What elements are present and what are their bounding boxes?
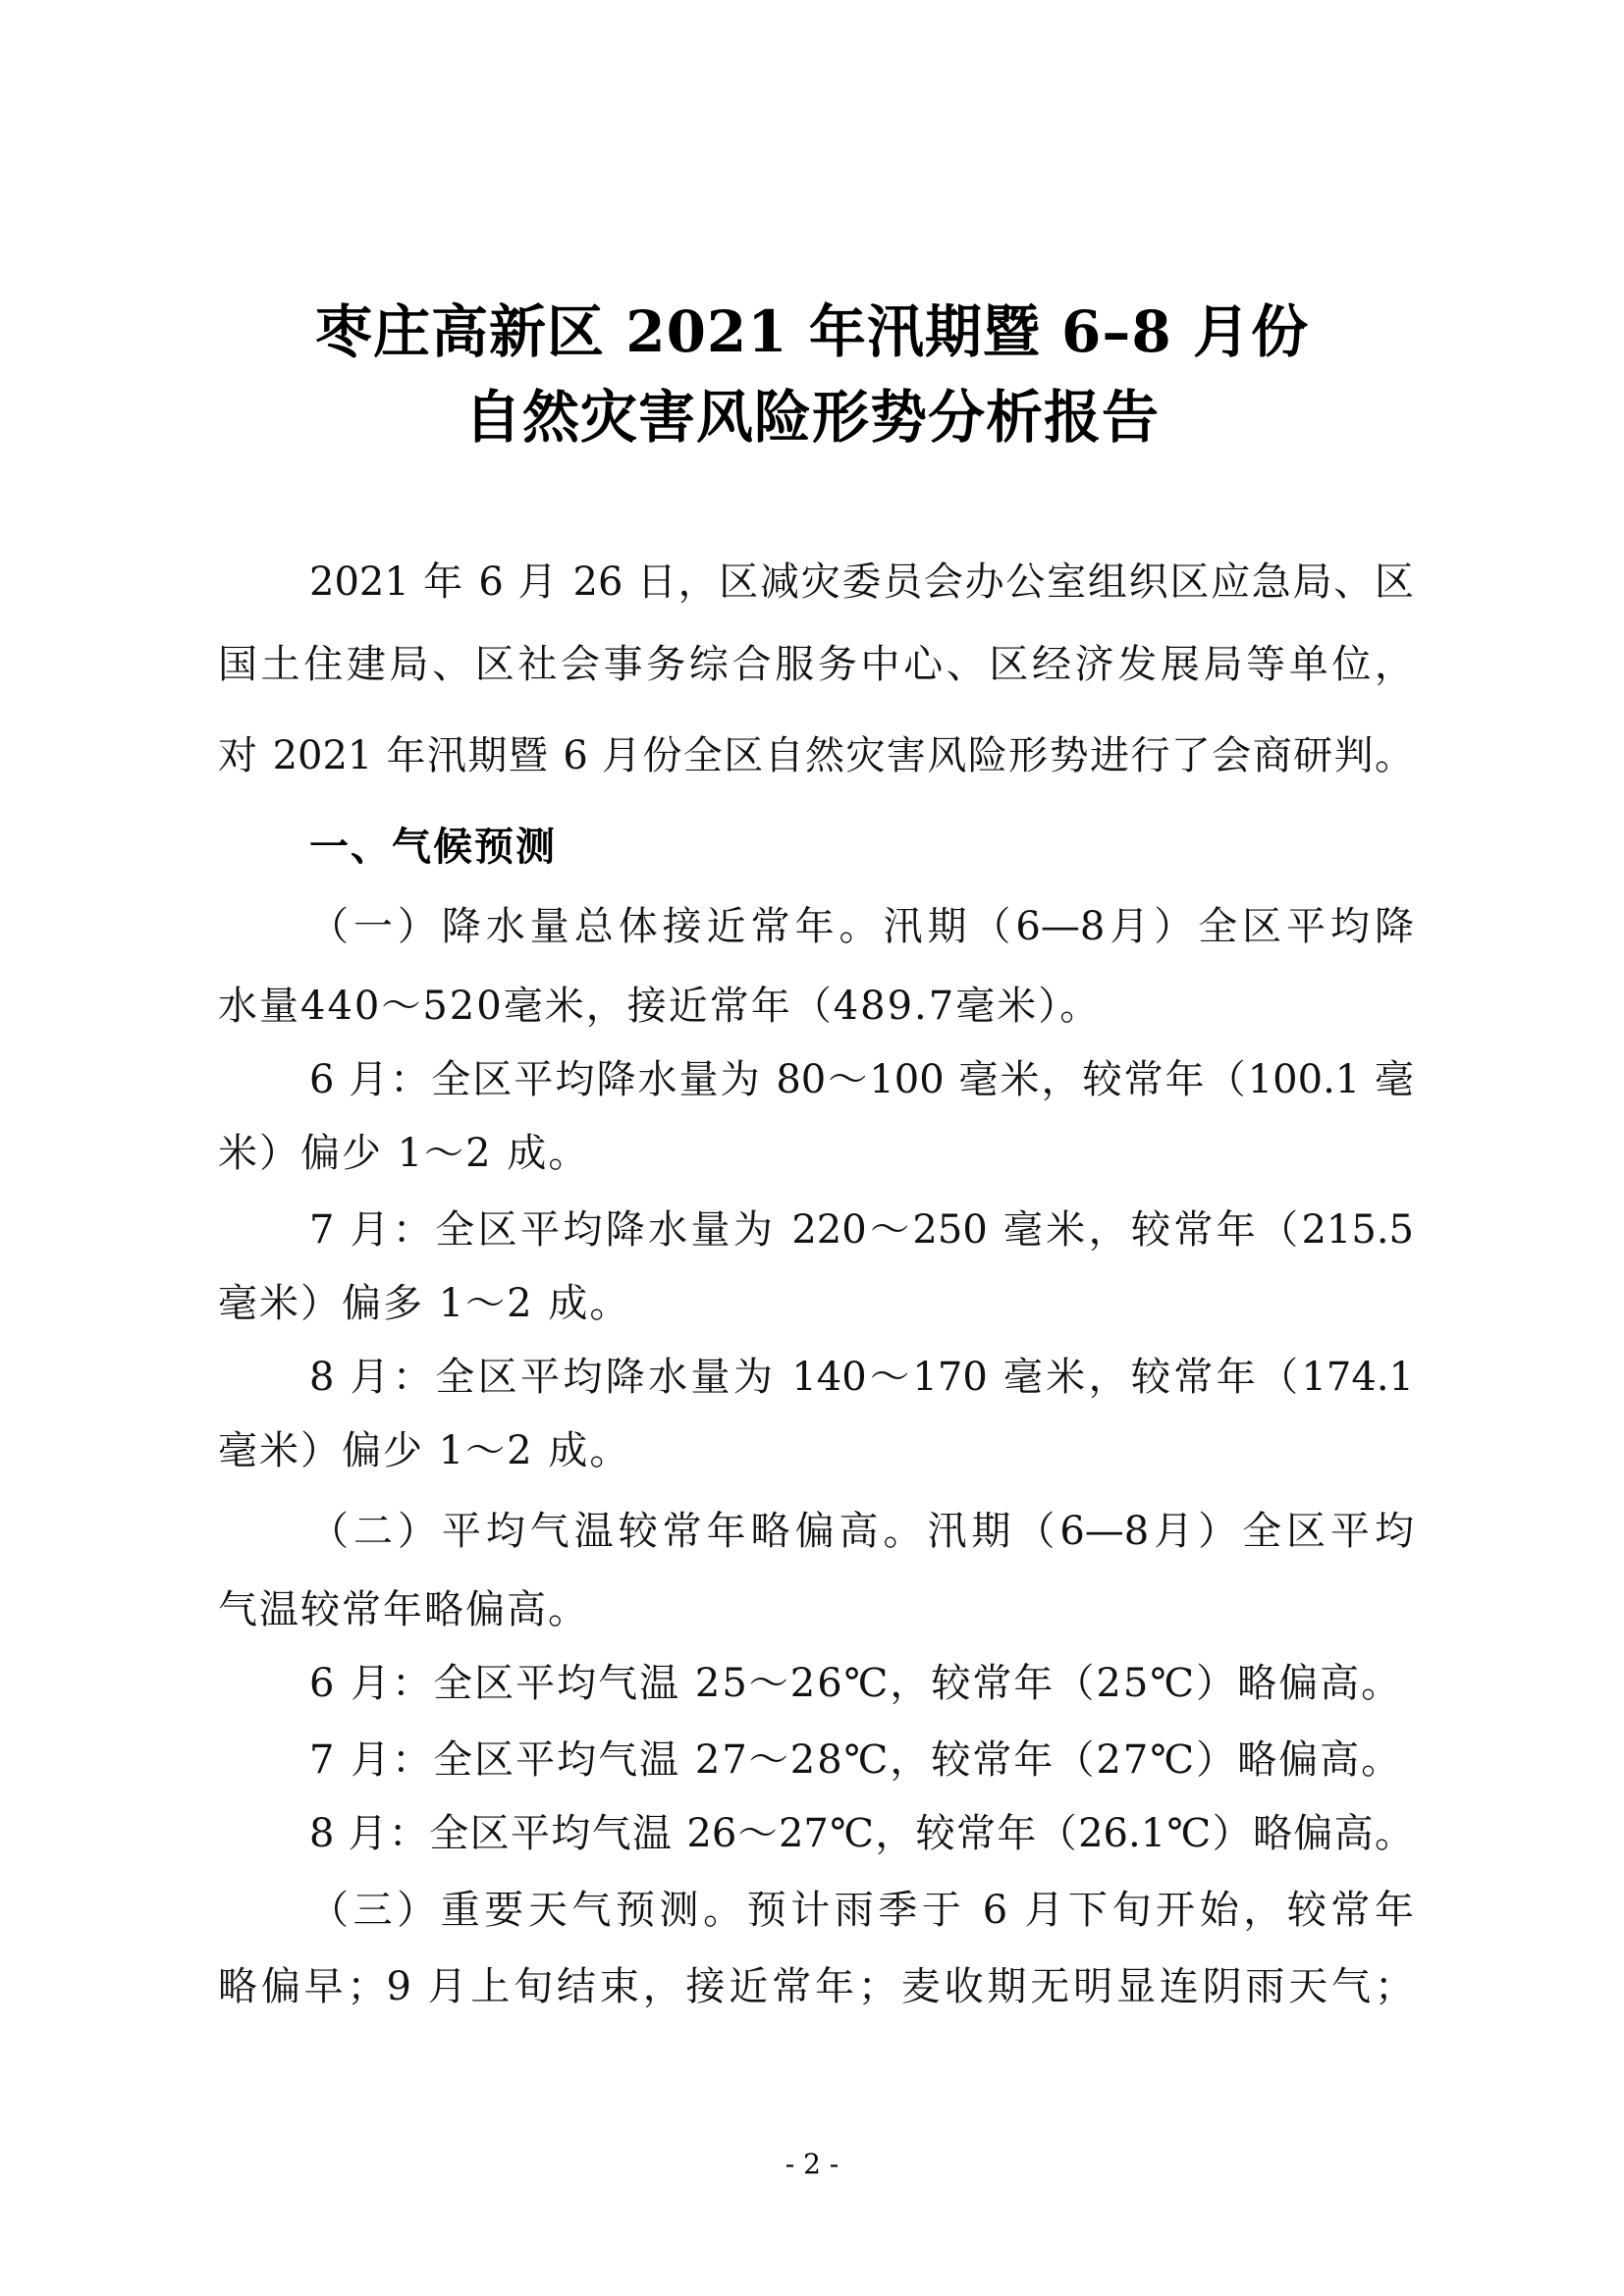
intro-line: 2021 年 6 月 26 日，区减灾委员会办公室组织区应急局、区 — [309, 560, 1414, 605]
document-title-line-2: 自然灾害风险形势分析报告 — [463, 384, 1160, 451]
section-heading: 一、气候预测 — [309, 825, 557, 870]
june-precipitation-line: 米）偏少 1～2 成。 — [218, 1131, 590, 1176]
page-number: - 2 - — [785, 2148, 839, 2180]
precipitation-paragraph-line: 水量440～520毫米，接近常年（489.7毫米）。 — [218, 984, 1102, 1029]
document-title-line-1: 枣庄高新区 2021 年汛期暨 6–8 月份 — [315, 298, 1309, 365]
intro-line: 国土住建局、区社会事务综合服务中心、区经济发展局等单位， — [218, 642, 1414, 687]
july-precipitation-line: 7 月：全区平均降水量为 220～250 毫米，较常年（215.5 — [309, 1207, 1414, 1253]
june-temperature-line: 6 月：全区平均气温 25～26℃，较常年（25℃）略偏高。 — [309, 1661, 1403, 1706]
temperature-paragraph-line: 气温较常年略偏高。 — [218, 1587, 589, 1632]
intro-line: 对 2021 年汛期暨 6 月份全区自然灾害风险形势进行了会商研判。 — [218, 733, 1414, 778]
weather-forecast-line: （三）重要天气预测。预计雨季于 6 月下旬开始，较常年 — [309, 1888, 1414, 1933]
august-precipitation-line: 毫米）偏少 1～2 成。 — [218, 1428, 631, 1473]
july-temperature-line: 7 月：全区平均气温 27～28℃，较常年（27℃）略偏高。 — [309, 1737, 1403, 1783]
precipitation-paragraph-line: （一）降水量总体接近常年。汛期（6—8月）全区平均降 — [309, 904, 1414, 949]
june-precipitation-line: 6 月：全区平均降水量为 80～100 毫米，较常年（100.1 毫 — [309, 1057, 1414, 1102]
july-precipitation-line: 毫米）偏多 1～2 成。 — [218, 1281, 631, 1326]
august-precipitation-line: 8 月：全区平均降水量为 140～170 毫米，较常年（174.1 — [309, 1355, 1414, 1400]
temperature-paragraph-line: （二）平均气温较常年略偏高。汛期（6—8月）全区平均 — [309, 1509, 1414, 1554]
weather-forecast-line: 略偏早；9 月上旬结束，接近常年；麦收期无明显连阴雨天气； — [218, 1964, 1414, 2009]
august-temperature-line: 8 月：全区平均气温 26～27℃，较常年（26.1℃）略偏高。 — [309, 1811, 1414, 1856]
